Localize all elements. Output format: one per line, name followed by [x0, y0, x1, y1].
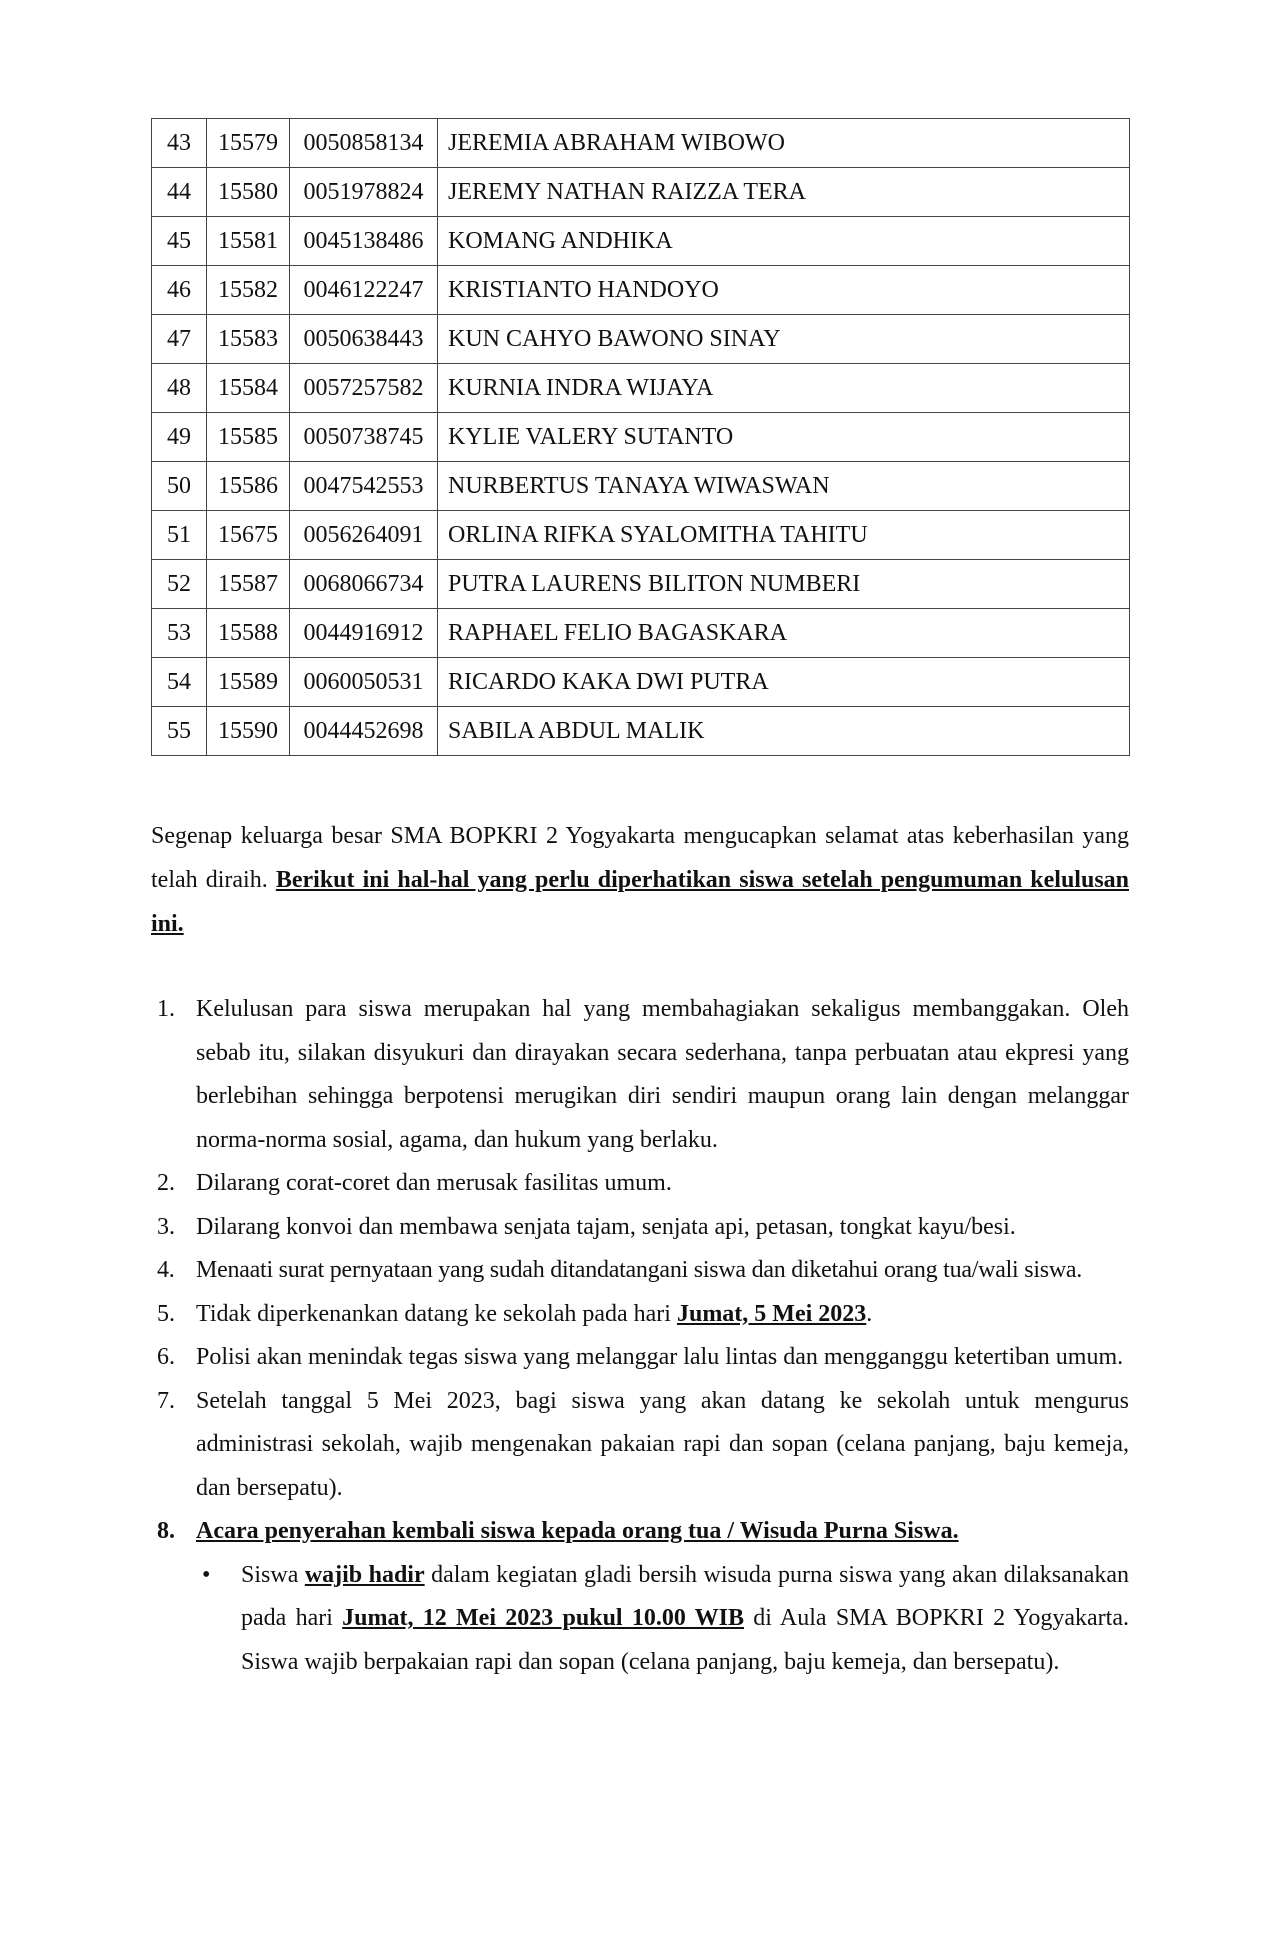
bullet-icon: • — [202, 1561, 211, 1588]
sub-list-item — [196, 1554, 1129, 1685]
student-table-body — [152, 119, 1130, 756]
rule-number: 8. — [157, 1518, 175, 1544]
table-row — [152, 413, 1130, 462]
intro-emphasis: Berikut ini hal-hal yang perlu diperhatikan siswa setelah pengumuman kelulusan ini. — [151, 867, 1130, 937]
student-name-cell: KYLIE VALERY SUTANTO — [438, 413, 1130, 462]
student-name-cell: RICARDO KAKA DWI PUTRA — [438, 658, 1130, 707]
student-name-cell: KOMANG ANDHIKA — [438, 217, 1130, 266]
rule-text-end: . — [866, 1300, 873, 1327]
intro-paragraph — [151, 814, 1129, 946]
rule-text: Menaati surat pernyataan yang sudah ditandatangani siswa dan diketahui orang tua/wali siswa. — [196, 1257, 1083, 1283]
student-name-cell: SABILA ABDUL MALIK — [438, 707, 1130, 756]
rule-text: Dilarang corat-coret dan merusak fasilitas umum. — [196, 1170, 672, 1196]
row-number: 48 — [152, 364, 207, 413]
rule-number: 6. — [157, 1344, 175, 1370]
nisn-cell: 0045138486 — [290, 217, 438, 266]
nis-cell: 15582 — [207, 266, 290, 315]
row-number: 54 — [152, 658, 207, 707]
table-row — [152, 217, 1130, 266]
nisn-cell: 0051978824 — [290, 168, 438, 217]
rule-number: 3. — [157, 1213, 175, 1240]
student-name-cell: PUTRA LAURENS BILITON NUMBERI — [438, 560, 1130, 609]
student-table — [151, 118, 1130, 756]
rule-item-5 — [151, 1293, 1129, 1337]
nis-cell: 15585 — [207, 413, 290, 462]
rule-text: Setelah tanggal 5 Mei 2023, bagi siswa yang akan datang ke sekolah untuk mengurus administrasi sekolah, wajib mengenakan pakaian rapi dan sopan (celana panjang, baju kemeja, dan bersepatu). — [196, 1387, 1129, 1501]
row-number: 53 — [152, 609, 207, 658]
rehearsal-datetime: Jumat, 12 Mei 2023 pukul 10.00 WIB — [342, 1605, 745, 1631]
rule-item-4 — [151, 1249, 1129, 1293]
nisn-cell: 0044452698 — [290, 707, 438, 756]
rule-item-1 — [151, 988, 1129, 1162]
nisn-cell: 0050738745 — [290, 413, 438, 462]
nisn-cell: 0068066734 — [290, 560, 438, 609]
student-name-cell: JEREMY NATHAN RAIZZA TERA — [438, 168, 1130, 217]
table-row — [152, 168, 1130, 217]
row-number: 51 — [152, 511, 207, 560]
rule-text: Dilarang konvoi dan membawa senjata tajam, senjata api, petasan, tongkat kayu/besi. — [196, 1213, 1016, 1240]
table-row — [152, 315, 1130, 364]
table-row — [152, 462, 1130, 511]
nis-cell: 15579 — [207, 119, 290, 168]
row-number: 46 — [152, 266, 207, 315]
rule-item-6 — [151, 1336, 1129, 1380]
intro-text: Segenap keluarga besar SMA BOPKRI 2 Yogyakarta mengucapkan selamat atas keberhasilan yang telah diraih. — [151, 823, 1129, 893]
nisn-cell: 0046122247 — [290, 266, 438, 315]
rule-number: 5. — [157, 1300, 175, 1327]
student-name-cell: ORLINA RIFKA SYALOMITHA TAHITU — [438, 511, 1130, 560]
rule-8-title: Acara penyerahan kembali siswa kepada orang tua / Wisuda Purna Siswa. — [196, 1518, 959, 1544]
nisn-cell: 0057257582 — [290, 364, 438, 413]
table-row — [152, 658, 1130, 707]
sub-text-3: di Aula SMA BOPKRI 2 Yogyakarta. Siswa wajib berpakaian rapi dan sopan (celana panjang, baju kemeja, dan bersepatu). — [241, 1605, 1129, 1675]
rule-number: 1. — [157, 996, 175, 1022]
nis-cell: 15589 — [207, 658, 290, 707]
rule-item-7 — [151, 1380, 1129, 1511]
student-name-cell: RAPHAEL FELIO BAGASKARA — [438, 609, 1130, 658]
nisn-cell: 0060050531 — [290, 658, 438, 707]
rule-item-3 — [151, 1206, 1129, 1250]
student-name-cell: JEREMIA ABRAHAM WIBOWO — [438, 119, 1130, 168]
student-name-cell: KURNIA INDRA WIJAYA — [438, 364, 1130, 413]
nis-cell: 15583 — [207, 315, 290, 364]
nisn-cell: 0056264091 — [290, 511, 438, 560]
row-number: 55 — [152, 707, 207, 756]
nis-cell: 15587 — [207, 560, 290, 609]
nis-cell: 15675 — [207, 511, 290, 560]
student-name-cell: KRISTIANTO HANDOYO — [438, 266, 1130, 315]
table-row — [152, 707, 1130, 756]
table-row — [152, 511, 1130, 560]
nis-cell: 15584 — [207, 364, 290, 413]
table-row — [152, 609, 1130, 658]
rule-number: 2. — [157, 1170, 175, 1196]
table-row — [152, 560, 1130, 609]
row-number: 45 — [152, 217, 207, 266]
nis-cell: 15586 — [207, 462, 290, 511]
rule-item-8 — [151, 1510, 1129, 1684]
nisn-cell: 0050638443 — [290, 315, 438, 364]
rule-number: 4. — [157, 1257, 175, 1283]
table-row — [152, 119, 1130, 168]
nisn-cell: 0050858134 — [290, 119, 438, 168]
nisn-cell: 0047542553 — [290, 462, 438, 511]
rule-text: Polisi akan menindak tegas siswa yang melanggar lalu lintas dan mengganggu ketertiban umum. — [196, 1344, 1124, 1370]
row-number: 43 — [152, 119, 207, 168]
rule-text: Tidak diperkenankan datang ke sekolah pada hari — [196, 1300, 671, 1327]
nis-cell: 15581 — [207, 217, 290, 266]
rules-list — [151, 988, 1129, 1684]
nis-cell: 15590 — [207, 707, 290, 756]
nisn-cell: 0044916912 — [290, 609, 438, 658]
rule-8-sublist — [196, 1554, 1129, 1685]
rule-item-2 — [151, 1162, 1129, 1206]
sub-text-2: dalam kegiatan gladi bersih wisuda purna siswa yang akan dilaksanakan pada hari — [241, 1561, 1130, 1631]
row-number: 52 — [152, 560, 207, 609]
sub-text-1: Siswa — [241, 1561, 299, 1588]
row-number: 44 — [152, 168, 207, 217]
rule-text: Kelulusan para siswa merupakan hal yang membahagiakan sekaligus membanggakan. Oleh sebab itu, silakan disyukuri dan dirayakan secara sederhana, tanpa perbuatan atau ekpresi yang berlebihan sehingga berpotensi merugikan diri sendiri maupun orang lain dengan melanggar norma-norma sosial, agama, dan hukum yang berlaku. — [196, 996, 1129, 1153]
rule-number: 7. — [157, 1387, 175, 1414]
row-number: 47 — [152, 315, 207, 364]
table-row — [152, 266, 1130, 315]
table-row — [152, 364, 1130, 413]
row-number: 49 — [152, 413, 207, 462]
student-name-cell: NURBERTUS TANAYA WIWASWAN — [438, 462, 1130, 511]
wajib-hadir-emphasis: wajib hadir — [304, 1561, 425, 1588]
student-name-cell: KUN CAHYO BAWONO SINAY — [438, 315, 1130, 364]
nis-cell: 15580 — [207, 168, 290, 217]
rule-5-date: Jumat, 5 Mei 2023 — [676, 1300, 867, 1327]
row-number: 50 — [152, 462, 207, 511]
nis-cell: 15588 — [207, 609, 290, 658]
